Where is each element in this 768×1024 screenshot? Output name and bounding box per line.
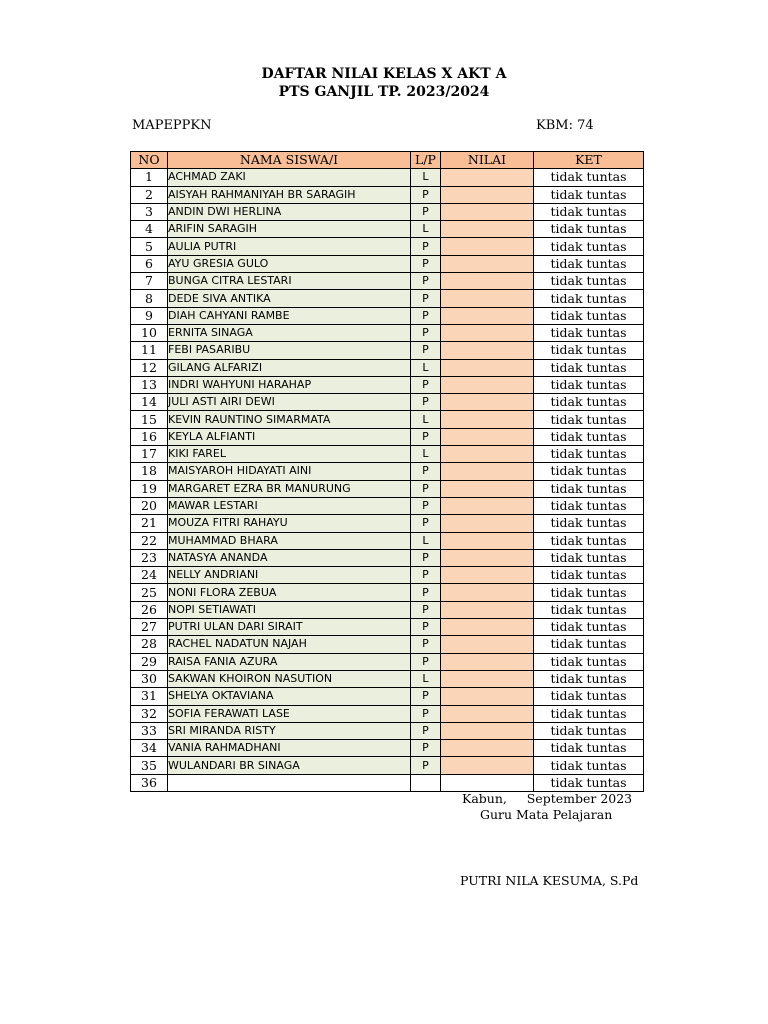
student-gender: P xyxy=(411,394,441,411)
status-cell: tidak tuntas xyxy=(534,273,644,290)
status-cell: tidak tuntas xyxy=(534,653,644,670)
status-cell: tidak tuntas xyxy=(534,705,644,722)
table-row xyxy=(131,619,644,636)
row-number: 25 xyxy=(131,584,168,601)
document-subtitle: PTS GANJIL TP. 2023/2024 xyxy=(278,84,490,100)
student-name: MAISYAROH HIDAYATI AINI xyxy=(168,463,411,480)
status-cell: tidak tuntas xyxy=(534,221,644,238)
student-name: SRI MIRANDA RISTY xyxy=(168,722,411,739)
student-gender: P xyxy=(411,203,441,220)
student-gender: L xyxy=(411,532,441,549)
score-cell[interactable] xyxy=(441,567,534,584)
score-cell[interactable] xyxy=(441,186,534,203)
score-cell[interactable] xyxy=(441,757,534,774)
row-number: 6 xyxy=(131,255,168,272)
status-cell: tidak tuntas xyxy=(534,169,644,186)
row-number: 2 xyxy=(131,186,168,203)
student-gender: P xyxy=(411,757,441,774)
row-number: 1 xyxy=(131,169,168,186)
student-gender: P xyxy=(411,186,441,203)
table-row xyxy=(131,774,644,791)
student-gender: P xyxy=(411,428,441,445)
status-cell: tidak tuntas xyxy=(534,549,644,566)
student-name: MARGARET EZRA BR MANURUNG xyxy=(168,480,411,497)
student-name: KIKI FAREL xyxy=(168,446,411,463)
student-name: KEYLA ALFIANTI xyxy=(168,428,411,445)
row-number: 29 xyxy=(131,653,168,670)
student-gender: P xyxy=(411,273,441,290)
score-cell[interactable] xyxy=(441,411,534,428)
status-cell: tidak tuntas xyxy=(534,186,644,203)
row-number: 13 xyxy=(131,376,168,393)
student-gender: P xyxy=(411,238,441,255)
student-name: RACHEL NADATUN NAJAH xyxy=(168,636,411,653)
score-cell[interactable] xyxy=(441,705,534,722)
row-number: 7 xyxy=(131,273,168,290)
student-name: AISYAH RAHMANIYAH BR SARAGIH xyxy=(168,186,411,203)
student-name: SAKWAN KHOIRON NASUTION xyxy=(168,670,411,687)
score-cell[interactable] xyxy=(441,342,534,359)
row-number: 30 xyxy=(131,670,168,687)
table-row xyxy=(131,705,644,722)
status-cell: tidak tuntas xyxy=(534,601,644,618)
student-gender: P xyxy=(411,722,441,739)
row-number: 14 xyxy=(131,394,168,411)
score-cell[interactable] xyxy=(441,446,534,463)
score-cell[interactable] xyxy=(441,273,534,290)
score-cell[interactable] xyxy=(441,394,534,411)
student-name: AYU GRESIA GULO xyxy=(168,255,411,272)
table-row xyxy=(131,186,644,203)
student-gender: L xyxy=(411,359,441,376)
status-cell: tidak tuntas xyxy=(534,567,644,584)
student-name: ERNITA SINAGA xyxy=(168,324,411,341)
student-gender: P xyxy=(411,584,441,601)
row-number: 17 xyxy=(131,446,168,463)
table-row xyxy=(131,601,644,618)
subject-label: MAPEPPKN xyxy=(132,118,212,133)
grades-table-body xyxy=(131,169,644,792)
row-number: 26 xyxy=(131,601,168,618)
table-row xyxy=(131,757,644,774)
table-row xyxy=(131,203,644,220)
score-cell[interactable] xyxy=(441,601,534,618)
row-number: 8 xyxy=(131,290,168,307)
status-cell: tidak tuntas xyxy=(534,619,644,636)
table-row xyxy=(131,238,644,255)
row-number: 12 xyxy=(131,359,168,376)
status-cell: tidak tuntas xyxy=(534,515,644,532)
student-gender: L xyxy=(411,670,441,687)
student-name: SHELYA OKTAVIANA xyxy=(168,688,411,705)
student-gender: P xyxy=(411,740,441,757)
score-cell[interactable] xyxy=(441,480,534,497)
student-name: NATASYA ANANDA xyxy=(168,549,411,566)
student-name: INDRI WAHYUNI HARAHAP xyxy=(168,376,411,393)
table-row xyxy=(131,532,644,549)
table-row xyxy=(131,670,644,687)
status-cell: tidak tuntas xyxy=(534,255,644,272)
student-name: AULIA PUTRI xyxy=(168,238,411,255)
student-gender xyxy=(411,774,441,791)
signature-role: Guru Mata Pelajaran xyxy=(480,807,613,822)
table-row xyxy=(131,411,644,428)
student-name: NOPI SETIAWATI xyxy=(168,601,411,618)
student-gender: L xyxy=(411,411,441,428)
row-number: 24 xyxy=(131,567,168,584)
student-gender: L xyxy=(411,221,441,238)
status-cell: tidak tuntas xyxy=(534,359,644,376)
student-gender: P xyxy=(411,619,441,636)
student-name xyxy=(168,774,411,791)
score-cell[interactable] xyxy=(441,515,534,532)
row-number: 9 xyxy=(131,307,168,324)
score-cell[interactable] xyxy=(441,463,534,480)
score-cell[interactable] xyxy=(441,549,534,566)
row-number: 28 xyxy=(131,636,168,653)
score-cell[interactable] xyxy=(441,688,534,705)
table-row xyxy=(131,376,644,393)
table-header-row xyxy=(131,152,644,169)
status-cell: tidak tuntas xyxy=(534,757,644,774)
column-header-score: NILAI xyxy=(441,152,534,169)
student-name: MUHAMMAD BHARA xyxy=(168,532,411,549)
score-cell[interactable] xyxy=(441,203,534,220)
student-gender: P xyxy=(411,342,441,359)
table-row xyxy=(131,463,644,480)
status-cell: tidak tuntas xyxy=(534,480,644,497)
table-row xyxy=(131,359,644,376)
student-name: VANIA RAHMADHANI xyxy=(168,740,411,757)
table-row xyxy=(131,428,644,445)
student-gender: P xyxy=(411,653,441,670)
row-number: 20 xyxy=(131,497,168,514)
column-header-ket: KET xyxy=(534,152,644,169)
table-row xyxy=(131,636,644,653)
table-row xyxy=(131,221,644,238)
status-cell: tidak tuntas xyxy=(534,411,644,428)
status-cell: tidak tuntas xyxy=(534,740,644,757)
student-name: BUNGA CITRA LESTARI xyxy=(168,273,411,290)
table-row xyxy=(131,497,644,514)
score-cell[interactable] xyxy=(441,619,534,636)
table-row xyxy=(131,307,644,324)
status-cell: tidak tuntas xyxy=(534,584,644,601)
student-name: DEDE SIVA ANTIKA xyxy=(168,290,411,307)
column-header-gender: L/P xyxy=(411,152,441,169)
row-number: 33 xyxy=(131,722,168,739)
student-name: JULI ASTI AIRI DEWI xyxy=(168,394,411,411)
student-name: PUTRI ULAN DARI SIRAIT xyxy=(168,619,411,636)
student-name: FEBI PASARIBU xyxy=(168,342,411,359)
status-cell: tidak tuntas xyxy=(534,463,644,480)
table-row xyxy=(131,273,644,290)
row-number: 10 xyxy=(131,324,168,341)
student-gender: P xyxy=(411,376,441,393)
status-cell: tidak tuntas xyxy=(534,670,644,687)
student-gender: P xyxy=(411,324,441,341)
table-row xyxy=(131,688,644,705)
row-number: 15 xyxy=(131,411,168,428)
table-row xyxy=(131,584,644,601)
row-number: 22 xyxy=(131,532,168,549)
student-gender: P xyxy=(411,463,441,480)
student-name: SOFIA FERAWATI LASE xyxy=(168,705,411,722)
student-gender: P xyxy=(411,567,441,584)
signature-name: PUTRI NILA KESUMA, S.Pd xyxy=(460,873,639,888)
row-number: 19 xyxy=(131,480,168,497)
table-row xyxy=(131,653,644,670)
row-number: 5 xyxy=(131,238,168,255)
student-name: MAWAR LESTARI xyxy=(168,497,411,514)
student-gender: L xyxy=(411,446,441,463)
row-number: 35 xyxy=(131,757,168,774)
status-cell: tidak tuntas xyxy=(534,342,644,359)
student-name: WULANDARI BR SINAGA xyxy=(168,757,411,774)
status-cell: tidak tuntas xyxy=(534,774,644,791)
student-gender: P xyxy=(411,636,441,653)
student-gender: L xyxy=(411,169,441,186)
row-number: 36 xyxy=(131,774,168,791)
student-name: DIAH CAHYANI RAMBE xyxy=(168,307,411,324)
student-gender: P xyxy=(411,601,441,618)
status-cell: tidak tuntas xyxy=(534,324,644,341)
row-number: 34 xyxy=(131,740,168,757)
student-gender: P xyxy=(411,515,441,532)
table-row xyxy=(131,169,644,186)
column-header-name: NAMA SISWA/I xyxy=(168,152,411,169)
status-cell: tidak tuntas xyxy=(534,394,644,411)
row-number: 27 xyxy=(131,619,168,636)
student-gender: P xyxy=(411,705,441,722)
score-cell[interactable] xyxy=(441,169,534,186)
row-number: 4 xyxy=(131,221,168,238)
score-cell[interactable] xyxy=(441,238,534,255)
student-gender: P xyxy=(411,307,441,324)
score-cell[interactable] xyxy=(441,774,534,791)
student-gender: P xyxy=(411,688,441,705)
grades-table xyxy=(130,151,644,792)
table-row xyxy=(131,255,644,272)
student-gender: P xyxy=(411,549,441,566)
student-name: NONI FLORA ZEBUA xyxy=(168,584,411,601)
column-header-no: NO xyxy=(131,152,168,169)
student-name: GILANG ALFARIZI xyxy=(168,359,411,376)
student-name: ARIFIN SARAGIH xyxy=(168,221,411,238)
row-number: 11 xyxy=(131,342,168,359)
table-row xyxy=(131,567,644,584)
student-name: MOUZA FITRI RAHAYU xyxy=(168,515,411,532)
score-cell[interactable] xyxy=(441,290,534,307)
status-cell: tidak tuntas xyxy=(534,376,644,393)
row-number: 3 xyxy=(131,203,168,220)
table-row xyxy=(131,324,644,341)
document-title: DAFTAR NILAI KELAS X AKT A xyxy=(261,66,507,82)
table-row xyxy=(131,549,644,566)
score-cell[interactable] xyxy=(441,653,534,670)
table-row xyxy=(131,446,644,463)
score-cell[interactable] xyxy=(441,221,534,238)
status-cell: tidak tuntas xyxy=(534,446,644,463)
kbm-label: KBM: 74 xyxy=(536,118,594,133)
table-row xyxy=(131,515,644,532)
row-number: 31 xyxy=(131,688,168,705)
row-number: 23 xyxy=(131,549,168,566)
score-cell[interactable] xyxy=(441,497,534,514)
status-cell: tidak tuntas xyxy=(534,290,644,307)
status-cell: tidak tuntas xyxy=(534,203,644,220)
table-row xyxy=(131,740,644,757)
row-number: 21 xyxy=(131,515,168,532)
status-cell: tidak tuntas xyxy=(534,532,644,549)
score-cell[interactable] xyxy=(441,324,534,341)
student-name: KEVIN RAUNTINO SIMARMATA xyxy=(168,411,411,428)
student-name: ACHMAD ZAKI xyxy=(168,169,411,186)
score-cell[interactable] xyxy=(441,376,534,393)
row-number: 32 xyxy=(131,705,168,722)
score-cell[interactable] xyxy=(441,359,534,376)
table-row xyxy=(131,342,644,359)
score-cell[interactable] xyxy=(441,740,534,757)
student-gender: P xyxy=(411,497,441,514)
score-cell[interactable] xyxy=(441,670,534,687)
table-row xyxy=(131,290,644,307)
student-name: RAISA FANIA AZURA xyxy=(168,653,411,670)
row-number: 18 xyxy=(131,463,168,480)
signature-place-date: Kabun, September 2023 xyxy=(462,791,633,806)
status-cell: tidak tuntas xyxy=(534,428,644,445)
score-cell[interactable] xyxy=(441,532,534,549)
row-number: 16 xyxy=(131,428,168,445)
score-cell[interactable] xyxy=(441,307,534,324)
student-name: ANDIN DWI HERLINA xyxy=(168,203,411,220)
status-cell: tidak tuntas xyxy=(534,238,644,255)
student-gender: P xyxy=(411,290,441,307)
student-name: NELLY ANDRIANI xyxy=(168,567,411,584)
status-cell: tidak tuntas xyxy=(534,636,644,653)
table-row xyxy=(131,722,644,739)
status-cell: tidak tuntas xyxy=(534,722,644,739)
status-cell: tidak tuntas xyxy=(534,688,644,705)
student-gender: P xyxy=(411,255,441,272)
table-row xyxy=(131,394,644,411)
student-gender: P xyxy=(411,480,441,497)
score-cell[interactable] xyxy=(441,255,534,272)
status-cell: tidak tuntas xyxy=(534,497,644,514)
score-cell[interactable] xyxy=(441,584,534,601)
score-cell[interactable] xyxy=(441,428,534,445)
status-cell: tidak tuntas xyxy=(534,307,644,324)
table-row xyxy=(131,480,644,497)
score-cell[interactable] xyxy=(441,722,534,739)
score-cell[interactable] xyxy=(441,636,534,653)
